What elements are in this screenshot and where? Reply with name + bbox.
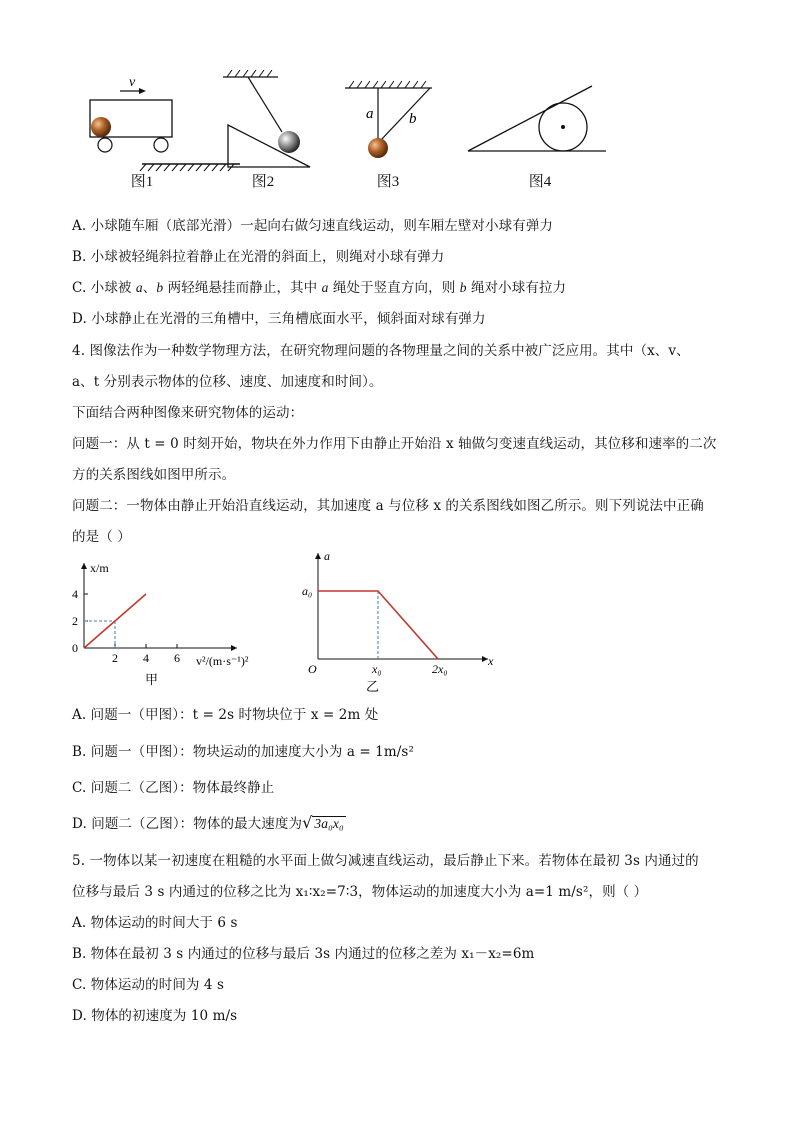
q5-option-b: B. 物体在最初 3 s 内通过的位移与最后 3s 内通过的位移之差为 x₁－x₂=6m [72, 946, 535, 962]
jia-x-tick-label: 2 [112, 651, 118, 665]
q3-option-b: B. 小球被轻绳斜拉着静止在光滑的斜面上，则绳对小球有弹力 [72, 249, 445, 265]
figure-2-caption: 图2 [251, 174, 275, 190]
q3-option-d: D. 小球静止在光滑的三角槽中，三角槽底面水平，倾斜面对球有弹力 [72, 311, 486, 327]
q5-option-c: C. 物体运动的时间为 4 s [72, 977, 225, 993]
q4-line-2: a、t 分别表示物体的位移、速度、加速度和时间）。 [72, 374, 383, 390]
yi-caption: 乙 [366, 679, 380, 694]
q4-option-d [72, 812, 346, 832]
figure-2-incline [223, 70, 310, 167]
q3-c-a: a [135, 280, 143, 295]
q3-c-mid: 两轻绳悬挂而静止，其中 [163, 280, 322, 296]
figure-3-two-ropes [345, 81, 432, 158]
chart-yi [298, 547, 508, 697]
jia-y-tick-label: 4 [72, 587, 78, 601]
q3-c-prefix: C. 小球被 [72, 280, 136, 296]
chart-jia [62, 555, 282, 690]
q3-c-b2: b [459, 280, 467, 295]
q5-option-d: D. 物体的初速度为 10 m/s [72, 1008, 238, 1024]
jia-y-tick-label: 0 [72, 641, 78, 655]
q4-line-5: 方的关系图线如图甲所示。 [72, 467, 236, 483]
q3-option-c [72, 276, 566, 296]
q5-line-2: 位移与最后 3 s 内通过的位移之比为 x₁∶x₂=7∶3，物体运动的加速度大小为 a=1 m/s²，则（ ） [72, 884, 648, 900]
jia-y-label: x/m [90, 561, 109, 575]
q3-c-mid2: 绳处于竖直方向，则 [328, 280, 460, 296]
q5-line-1: 5. 一物体以某一初速度在粗糙的水平面上做匀减速直线运动，最后静止下来。若物体在最初 3s 内通过的 [72, 853, 699, 869]
yi-y-label: a [324, 549, 330, 563]
figure-4-groove [468, 86, 606, 151]
q4-line-1: 4. 图像法作为一种数学物理方法，在研究物理问题的各物理量之间的关系中被广泛应用。其中（x、v、 [72, 343, 690, 359]
q4-option-b: B. 问题一（甲图）：物块运动的加速度大小为 a = 1m/s² [72, 744, 414, 760]
velocity-label: v [129, 75, 136, 90]
q4-line-7: 的是（ ） [72, 529, 131, 545]
jia-x-tick-label: 4 [143, 651, 149, 665]
jia-series-line [84, 594, 146, 648]
rope-b-label: b [409, 111, 417, 127]
figure-1-cart [90, 75, 240, 171]
q4-line-4: 问题一：从 t = 0 时刻开始，物块在外力作用下由静止开始沿 x 轴做匀变速直线运动，其位移和速率的二次 [72, 436, 717, 452]
q4-line-3: 下面结合两种图像来研究物体的运动： [72, 405, 304, 421]
q3-option-a: A. 小球随车厢（底部光滑）一起向右做匀速直线运动，则车厢左壁对小球有弹力 [72, 218, 554, 234]
jia-caption: 甲 [145, 672, 159, 687]
jia-x-label: v²/(m·s⁻¹)² [196, 654, 249, 668]
figure-1-caption: 图1 [130, 174, 154, 190]
sqrt-sign: √ [302, 813, 313, 832]
yi-x-tick-label: x₀ [372, 662, 382, 676]
figure-4-caption: 图4 [528, 174, 552, 190]
rope-a-label: a [366, 106, 374, 122]
yi-x-tick-label: 2x₀ [432, 662, 448, 676]
jia-x-tick-label: 6 [174, 651, 180, 665]
q5-option-a: A. 物体运动的时间大于 6 s [72, 915, 238, 931]
q3-c-sep: 、 [142, 280, 157, 296]
q4-d-sqrt-value: 3a₀x₀ [314, 816, 344, 831]
jia-y-tick-label: 2 [72, 614, 78, 628]
q4-option-c: C. 问题二（乙图）：物体最终静止 [72, 780, 275, 796]
yi-x-label: x [488, 654, 494, 668]
figure-3-caption: 图3 [376, 174, 400, 190]
q4-line-6: 问题二：一物体由静止开始沿直线运动，其加速度 a 与位移 x 的关系图线如图乙所示。则下列说法中正确 [72, 498, 704, 514]
q4-d-prefix: D. 问题二（乙图）：物体的最大速度为 [72, 816, 303, 832]
q3-c-a2: a [321, 280, 329, 295]
yi-origin-label: O [308, 662, 317, 676]
q3-c-suffix: 绳对小球有拉力 [466, 280, 567, 296]
q3-c-b: b [156, 280, 164, 295]
yi-y-tick-label: a₀ [302, 584, 313, 598]
q4-option-a: A. 问题一（甲图）：t = 2s 时物块位于 x = 2m 处 [72, 707, 379, 723]
